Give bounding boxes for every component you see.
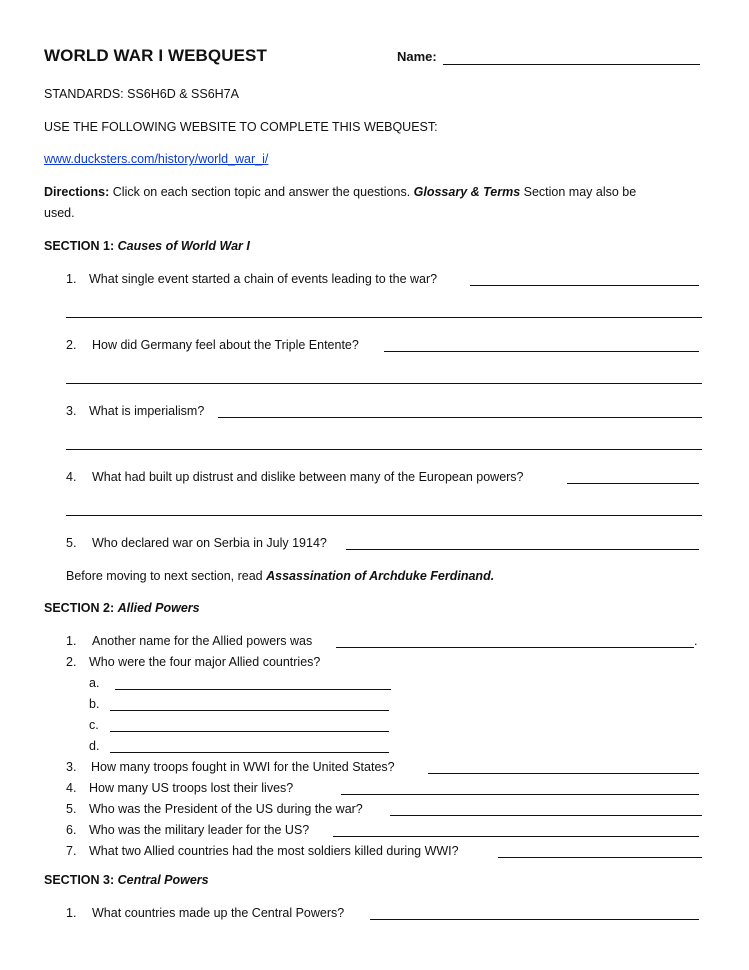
glossary-terms: Glossary & Terms (413, 185, 521, 199)
directions-text: Click on each section topic and answer the questions. (109, 185, 414, 199)
s1-q5-text: Who declared war on Serbia in July 1914? (92, 536, 327, 550)
directions-line-2: used. (44, 206, 75, 220)
answer-line[interactable] (218, 417, 702, 418)
answer-line[interactable] (110, 731, 389, 732)
note-text: Before moving to next section, read (66, 569, 267, 583)
s2-q6-text: Who was the military leader for the US? (89, 823, 310, 837)
note-bold-text: Assassination of Archduke Ferdinand. (266, 569, 495, 583)
s2-sub-b: b. (89, 697, 100, 711)
s2-q3-num: 3. (66, 760, 77, 774)
answer-line[interactable] (384, 351, 699, 352)
page-title: WORLD WAR I WEBQUEST (44, 46, 267, 65)
section-2-label: SECTION 2: (44, 601, 118, 615)
answer-line[interactable] (66, 383, 702, 384)
s2-q4-text: How many US troops lost their lives? (89, 781, 294, 795)
directions-text-2: Section may also be (520, 185, 637, 199)
answer-line[interactable] (115, 689, 391, 690)
section-1-heading (44, 238, 250, 254)
answer-line[interactable] (66, 317, 702, 318)
answer-line[interactable] (567, 483, 699, 484)
answer-line[interactable] (66, 449, 702, 450)
s2-sub-c: c. (89, 718, 99, 732)
answer-line[interactable] (341, 794, 699, 795)
section-3-heading (44, 872, 209, 888)
answer-line[interactable] (370, 919, 699, 920)
s2-q2-num: 2. (66, 655, 77, 669)
section-3-label: SECTION 3: (44, 873, 118, 887)
s2-q1-end: . (694, 634, 698, 648)
website-link[interactable]: www.ducksters.com/history/world_war_i/ (44, 152, 269, 166)
standards-text: STANDARDS: SS6H6D & SS6H7A (44, 87, 239, 101)
answer-line[interactable] (428, 773, 699, 774)
s2-sub-a: a. (89, 676, 100, 690)
s2-q7-num: 7. (66, 844, 77, 858)
s2-q3-text: How many troops fought in WWI for the United States? (91, 760, 395, 774)
section-3-title: Central Powers (117, 873, 209, 887)
answer-line[interactable] (110, 710, 389, 711)
answer-line[interactable] (498, 857, 702, 858)
s2-sub-d: d. (89, 739, 100, 753)
name-blank-line[interactable] (443, 64, 700, 65)
section-2-title: Allied Powers (117, 601, 200, 615)
s1-q4-num: 4. (66, 470, 77, 484)
s1-q1-num: 1. (66, 272, 77, 286)
answer-line[interactable] (336, 647, 694, 648)
s2-q5-text: Who was the President of the US during the war? (89, 802, 363, 816)
s2-q7-text: What two Allied countries had the most soldiers killed during WWI? (89, 844, 459, 858)
s1-q2-num: 2. (66, 338, 77, 352)
directions-line (44, 184, 636, 200)
section-1-note (66, 568, 494, 584)
instruction-text: USE THE FOLLOWING WEBSITE TO COMPLETE THIS WEBQUEST: (44, 120, 438, 134)
s2-q6-num: 6. (66, 823, 77, 837)
s3-q1-num: 1. (66, 906, 77, 920)
s1-q4-text: What had built up distrust and dislike between many of the European powers? (92, 470, 524, 484)
s2-q1-num: 1. (66, 634, 77, 648)
answer-line[interactable] (66, 515, 702, 516)
s3-q1-text: What countries made up the Central Powers? (92, 906, 345, 920)
answer-line[interactable] (390, 815, 702, 816)
s2-q2-text: Who were the four major Allied countries? (89, 655, 321, 669)
s2-q5-num: 5. (66, 802, 77, 816)
answer-line[interactable] (470, 285, 699, 286)
s2-q1-text: Another name for the Allied powers was (92, 634, 313, 648)
s1-q5-num: 5. (66, 536, 77, 550)
s2-q4-num: 4. (66, 781, 77, 795)
section-2-heading (44, 600, 200, 616)
s1-q3-text: What is imperialism? (89, 404, 205, 418)
directions-label: Directions: (44, 185, 110, 199)
answer-line[interactable] (333, 836, 699, 837)
section-1-title: Causes of World War I (117, 239, 250, 253)
s1-q1-text: What single event started a chain of events leading to the war? (89, 272, 438, 286)
s1-q2-text: How did Germany feel about the Triple Entente? (92, 338, 359, 352)
answer-line[interactable] (110, 752, 389, 753)
answer-line[interactable] (346, 549, 699, 550)
s1-q3-num: 3. (66, 404, 77, 418)
section-1-label: SECTION 1: (44, 239, 118, 253)
name-label: Name: (397, 49, 437, 64)
